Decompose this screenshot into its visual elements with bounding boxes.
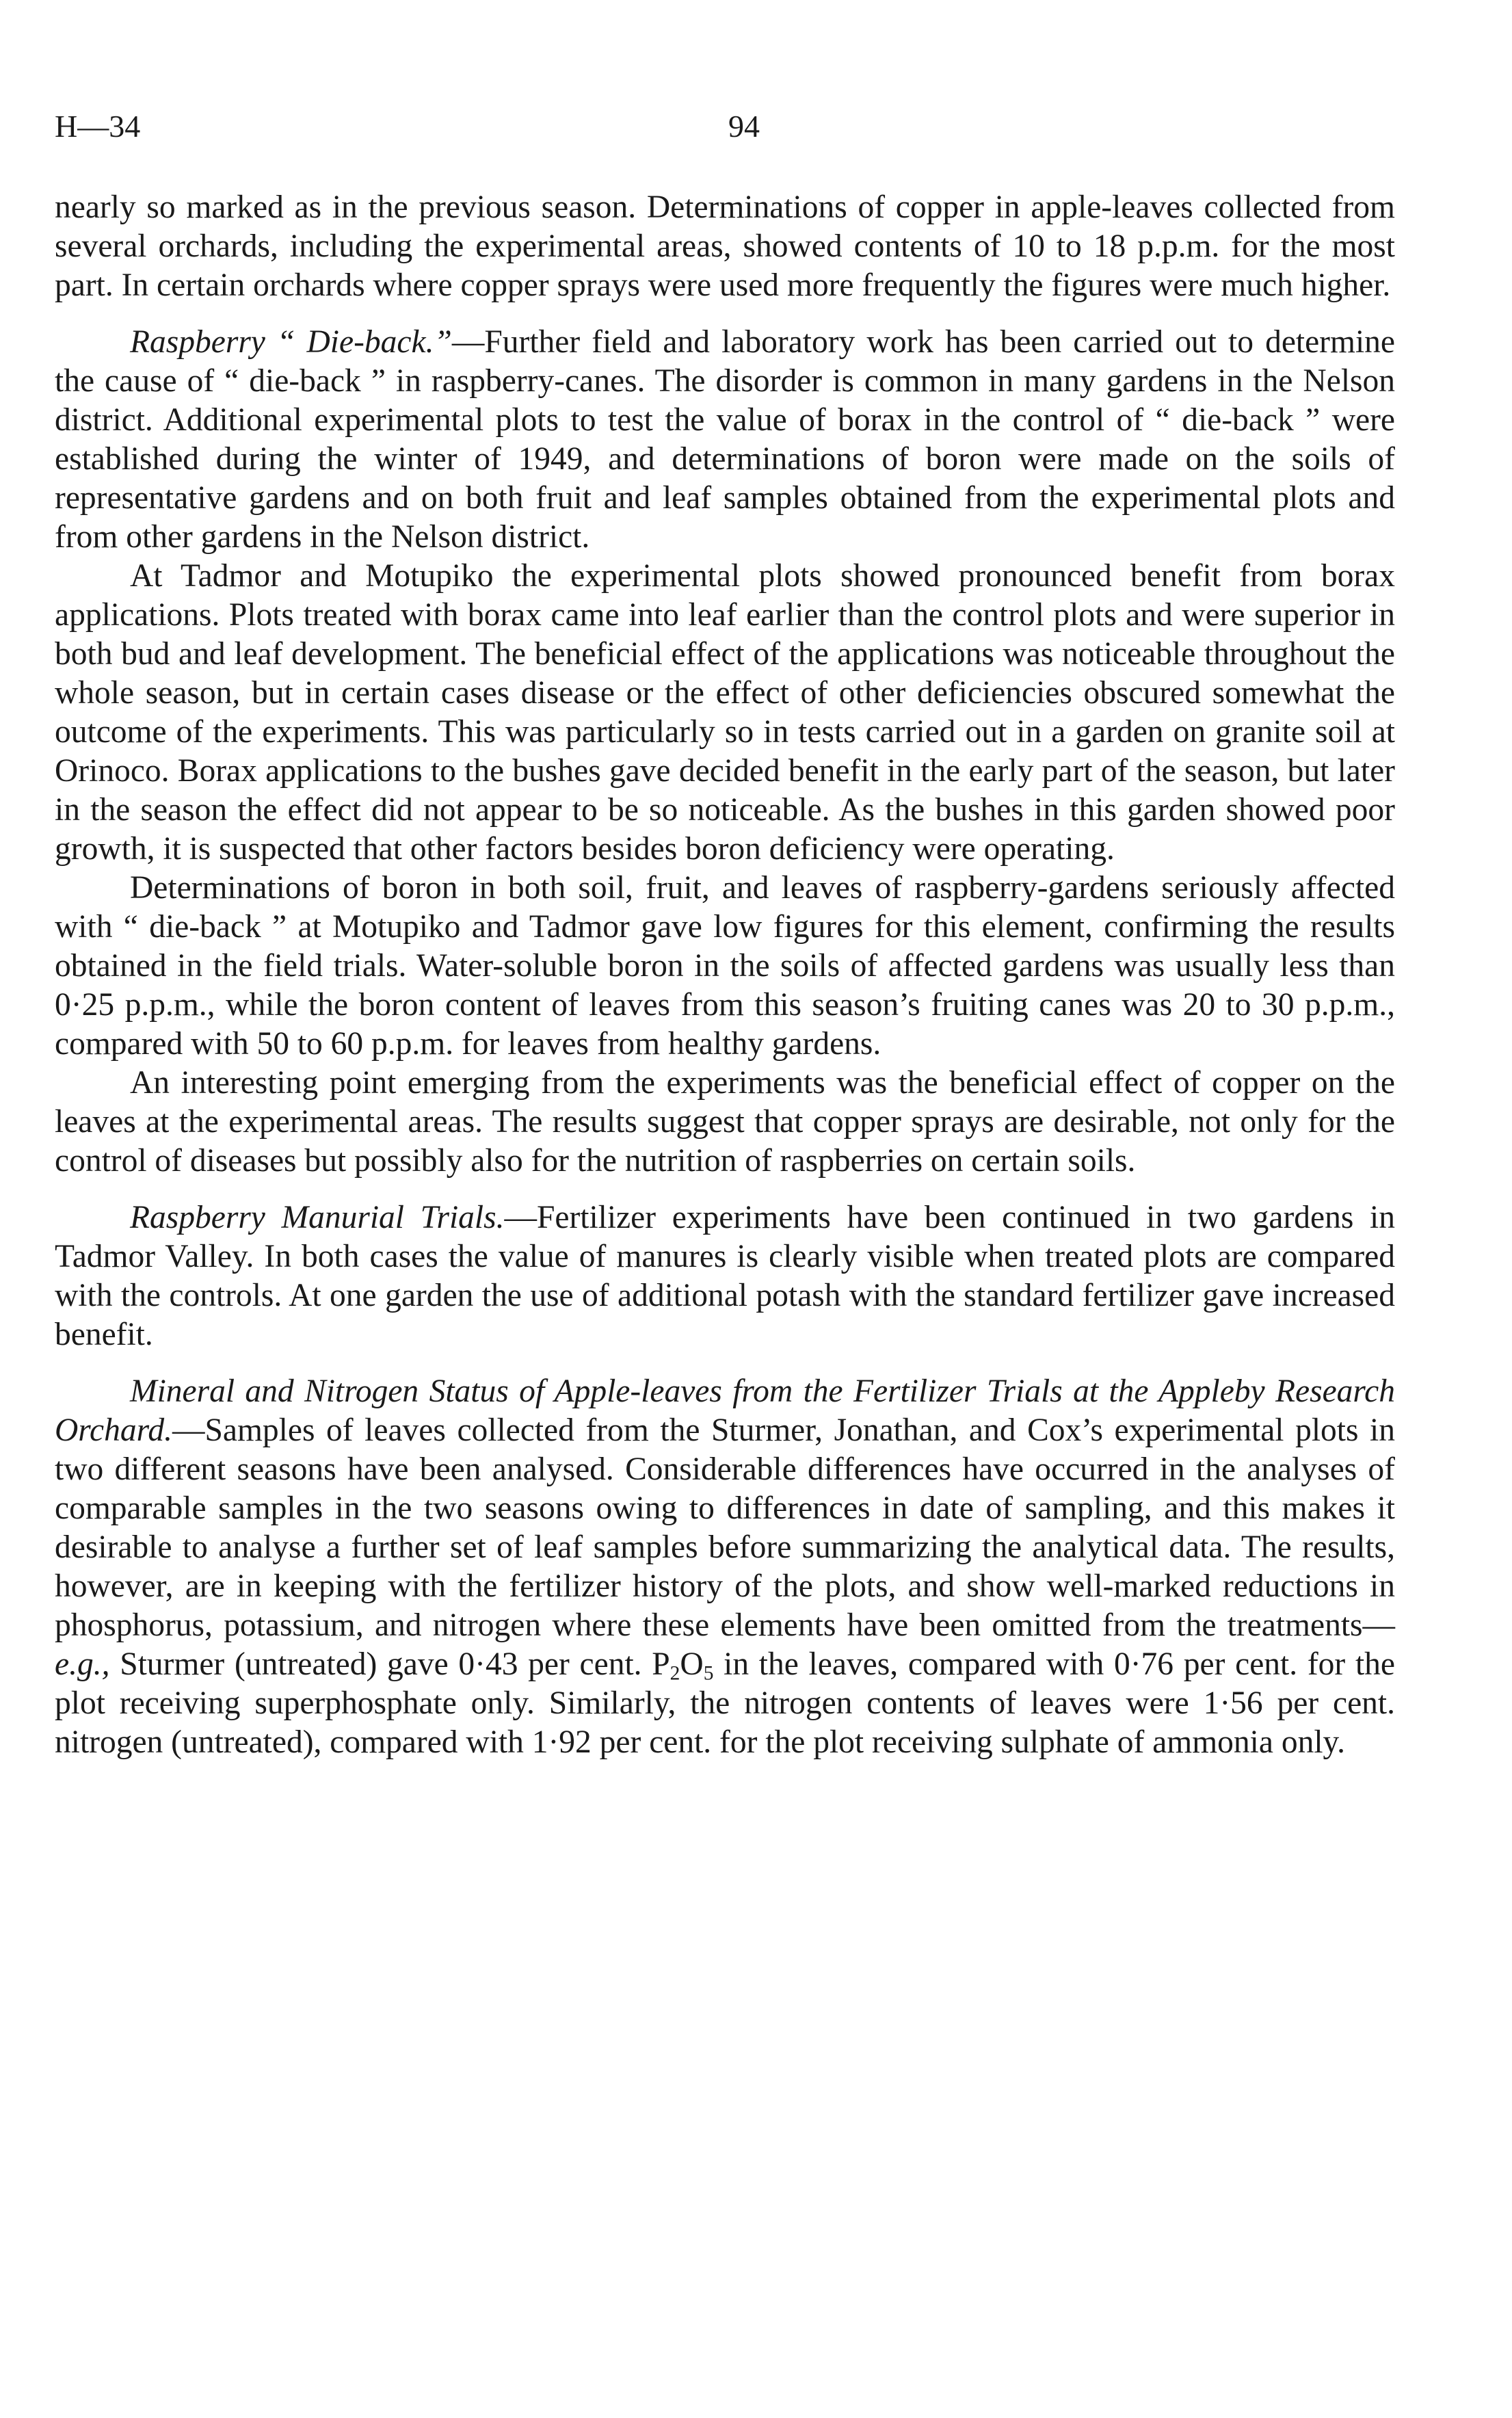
subscript: 2 xyxy=(669,1662,680,1685)
page-number: 94 xyxy=(728,109,760,144)
paragraph-boron-determinations xyxy=(55,869,1395,1064)
section-heading: Raspberry “ Die-back.” xyxy=(130,324,452,360)
subscript: 5 xyxy=(703,1662,714,1685)
page-header xyxy=(55,103,1457,150)
paragraph-tadmor-motupiko xyxy=(55,557,1395,869)
paragraph-text: O xyxy=(680,1646,704,1682)
paragraph-text: At Tadmor and Motupiko the experimental plots showed pronounced benefit from borax applications. Plots treated with borax came into leaf earlier than the control plots and were superior in both bud and leaf development. The beneficial effect of the applications was noticeable throughout the whole season, but in certain cases disease or the effect of other deficiencies obscured somewhat the outcome of the experiments. This was particularly so in tests carried out in a garden on granite soil at Orinoco. Borax applications to the bushes gave decided benefit in the early part of the season, but later in the season the effect did not appear to be so noticeable. As the bushes in this garden showed poor growth, it is suspected that other factors besides boron deficiency were operating. xyxy=(55,558,1395,867)
section-heading: Mineral and Nitrogen Status of Apple-leaves from the Fertilizer Trials at the Appleby Research Orchard. xyxy=(55,1374,1395,1448)
body-text xyxy=(55,188,1395,1762)
paragraph-text: An interesting point emerging from the experiments was the beneficial effect of copper on the leaves at the experimental areas. The results suggest that copper sprays are desirable, not only for the control of diseases but possibly also for the nutrition of raspberries on certain soils. xyxy=(55,1065,1395,1179)
paragraph-text: Sturmer (untreated) gave 0·43 per cent. P xyxy=(109,1646,670,1682)
paragraph-text: Determinations of boron in both soil, fruit, and leaves of raspberry-gardens seriously affected with “ die-back ” at Motupiko and Tadmor gave low figures for this element, confirming the results obtained in the field trials. Water-soluble boron in the soils of affected gardens was usually less than 0·25 p.p.m., while the boron content of leaves from this season’s fruiting canes was 20 to 30 p.p.m., compared with 50 to 60 p.p.m. for leaves from healthy gardens. xyxy=(55,870,1395,1062)
paragraph-apple-leaves xyxy=(55,1372,1395,1762)
paragraph-text: in the leaves, compared with 0·76 per cent. for the plot receiving superphosphate only. Similarly, the nitrogen contents of leaves were 1·56 per cent. nitrogen (untreated), compared with 1·92 per cent. for the plot receiving sulphate of ammonia only. xyxy=(55,1646,1395,1760)
eg-abbreviation: e.g., xyxy=(55,1646,110,1682)
paragraph-continuation xyxy=(55,188,1395,305)
section-heading: Raspberry Manurial Trials. xyxy=(130,1200,505,1235)
paragraph-text: —Fertilizer experiments have been continued in two gardens in Tadmor Valley. In both cases the value of manures is clearly visible when treated plots are compared with the controls. At one garden the use of additional potash with the standard fertilizer gave increased benefit. xyxy=(55,1200,1395,1352)
paragraph-text: nearly so marked as in the previous season. Determinations of copper in apple-leaves collected from several orchards, including the experimental areas, showed contents of 10 to 18 p.p.m. for the most part. In certain orchards where copper sprays were used more frequently the figures were much higher. xyxy=(55,189,1395,303)
paragraph-copper-effect xyxy=(55,1064,1395,1181)
paragraph-text: —Further field and laboratory work has been carried out to determine the cause of “ die-back ” in raspberry-canes. The disorder is common in many gardens in the Nelson district. Additional experimental plots to test the value of borax in the control of “ die-back ” were established during the winter of 1949, and determinations of boron were made on the soils of representative gardens and on both fruit and leaf samples obtained from the experimental plots and from other gardens in the Nelson district. xyxy=(55,324,1395,555)
paragraph-manurial-trials xyxy=(55,1198,1395,1354)
paragraph-raspberry-die-back xyxy=(55,323,1395,557)
paragraph-text: —Samples of leaves collected from the Sturmer, Jonathan, and Cox’s experimental plots in two different seasons have been analysed. Considerable differences have occurred in the analyses of comparable samples in the two seasons owing to differences in date of sampling, and this makes it desirable to analyse a further set of leaf samples before summarizing the analytical data. The results, however, are in keeping with the fertilizer history of the plots, and show well-marked reductions in phosphorus, potassium, and nitrogen where these elements have been omitted from the treatments— xyxy=(55,1412,1395,1643)
document-reference: H—34 xyxy=(55,109,141,144)
